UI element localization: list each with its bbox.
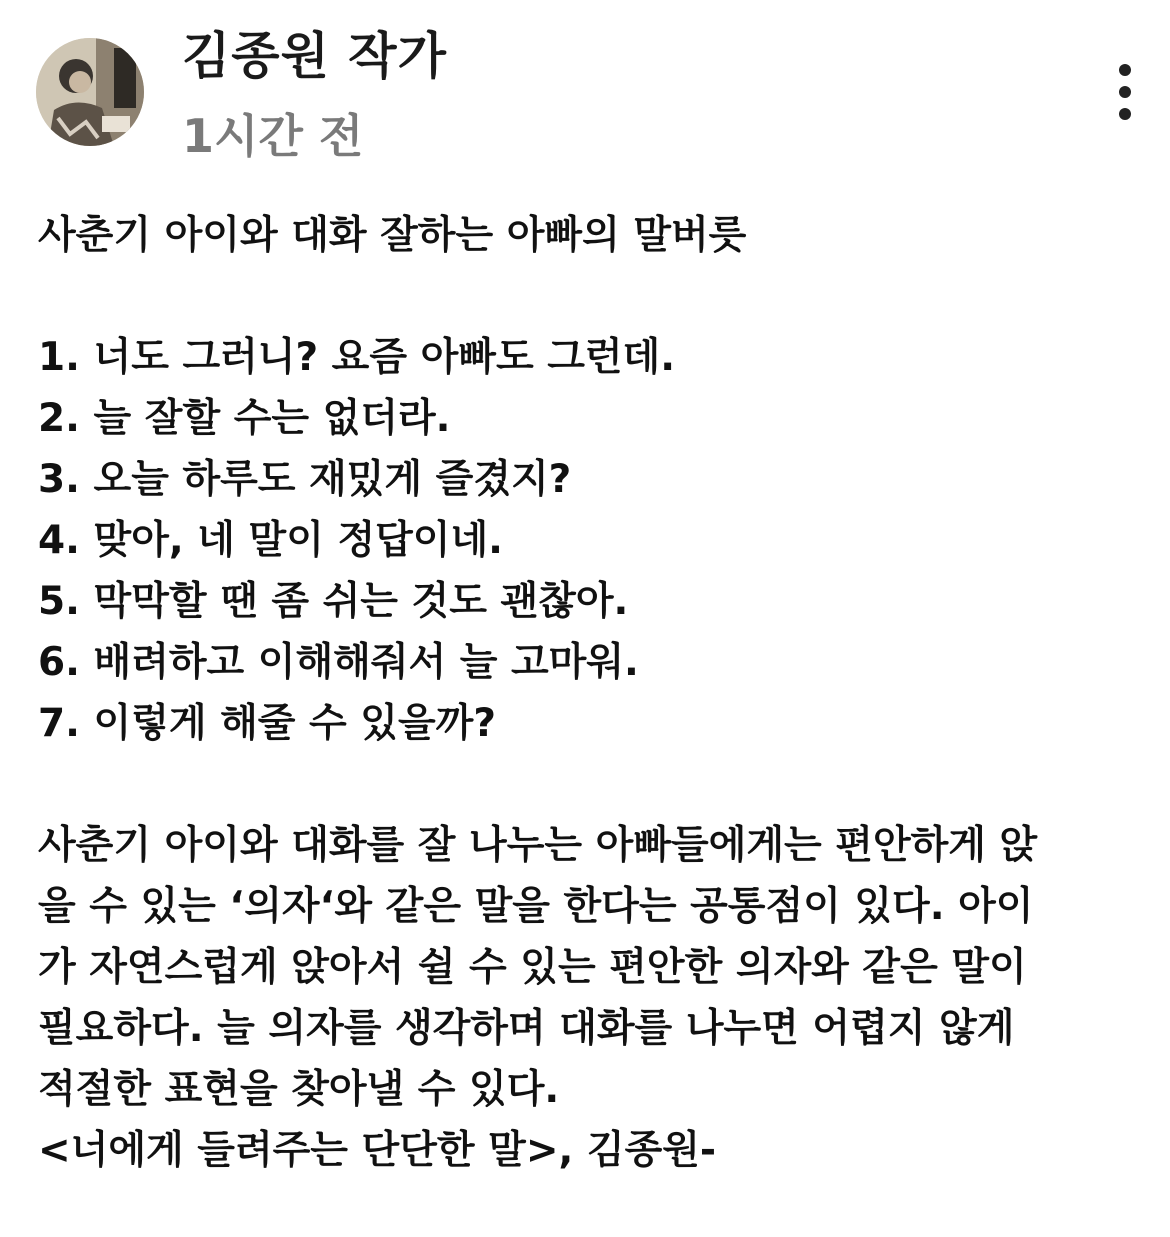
- more-options-button[interactable]: [1110, 64, 1142, 120]
- more-vertical-icon-dot: [1119, 86, 1131, 98]
- body-line: 필요하다. 늘 의자를 생각하며 대화를 나누면 어렵지 않게: [38, 1006, 1015, 1051]
- author-name[interactable]: 김종원 작가: [182, 27, 447, 85]
- more-vertical-icon-dot: [1119, 108, 1131, 120]
- list-item: 5. 막막할 땐 좀 쉬는 것도 괜찮아.: [38, 579, 629, 624]
- post-timestamp: 1시간 전: [182, 109, 364, 163]
- body-line: 적절한 표현을 찾아낼 수 있다.: [38, 1067, 560, 1112]
- list-item: 1. 너도 그러니? 요즘 아빠도 그런데.: [38, 335, 676, 380]
- book-citation: <너에게 들려주는 단단한 말>, 김종원-: [38, 1128, 717, 1173]
- body-line: 사춘기 아이와 대화를 잘 나누는 아빠들에게는 편안하게 앉: [38, 823, 1038, 868]
- avatar-image: [36, 38, 144, 146]
- list-item: 4. 맞아, 네 말이 정답이네.: [38, 518, 503, 563]
- body-line: 을 수 있는 ‘의자‘와 같은 말을 한다는 공통점이 있다. 아이: [38, 884, 1034, 929]
- list-item: 3. 오늘 하루도 재밌게 즐겼지?: [38, 457, 572, 502]
- post-body: [38, 205, 1138, 1181]
- list-item: 7. 이렇게 해줄 수 있을까?: [38, 701, 496, 746]
- spacer: [38, 266, 1138, 327]
- post-header: [0, 0, 1170, 190]
- spacer: [38, 754, 1138, 815]
- post-title: 사춘기 아이와 대화 잘하는 아빠의 말버릇: [38, 213, 747, 258]
- body-line: 가 자연스럽게 앉아서 쉴 수 있는 편안한 의자와 같은 말이: [38, 945, 1027, 990]
- more-vertical-icon: [1119, 64, 1131, 76]
- list-item: 2. 늘 잘할 수는 없더라.: [38, 396, 451, 441]
- avatar[interactable]: [36, 38, 144, 146]
- list-item: 6. 배려하고 이해해줘서 늘 고마워.: [38, 640, 639, 685]
